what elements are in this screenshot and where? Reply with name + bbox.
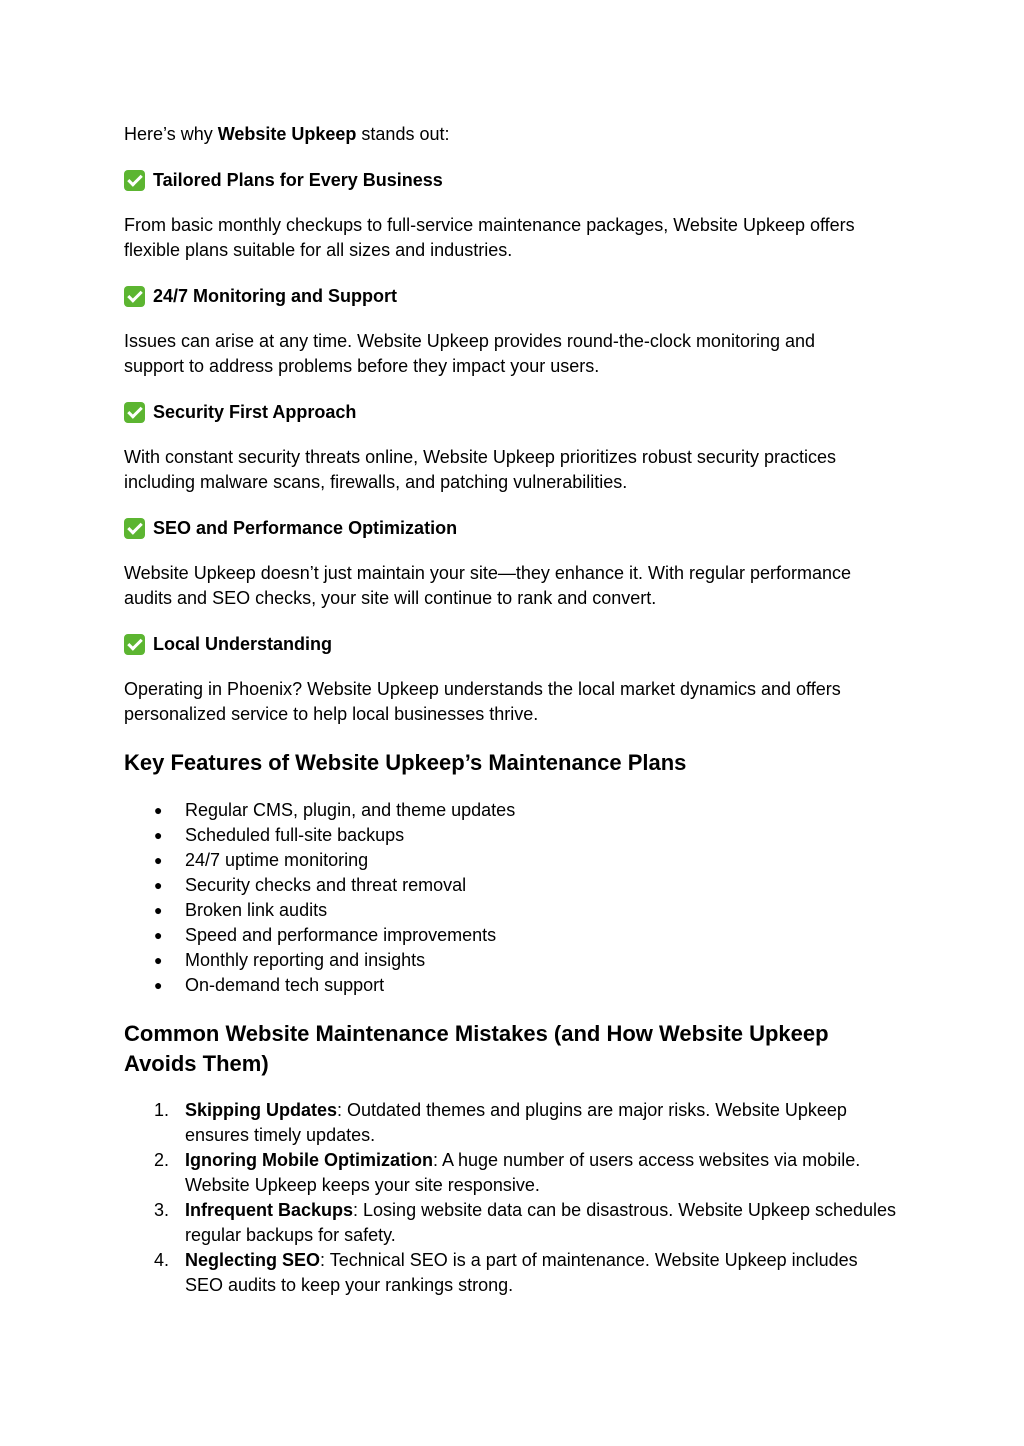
check-mark-icon [124,286,145,307]
section-title: Security First Approach [153,402,357,422]
list-item: ● Security checks and threat removal [124,873,515,898]
intro-prefix: Here’s why [124,124,218,144]
list-item: ● Regular CMS, plugin, and theme updates [124,798,515,823]
section-title: Local Understanding [153,634,333,654]
section-text-line: flexible plans suitable for all sizes and industries. [124,240,513,260]
list-number: 1. [154,1100,170,1120]
section-heading-tailored-plans [124,168,443,193]
section-text-line: audits and SEO checks, your site will continue to rank and convert. [124,588,657,608]
section-heading-local [124,632,332,657]
check-mark-icon [124,518,145,539]
mistakes-heading-line: Avoids Them) [124,1051,269,1076]
list-item [124,1148,900,1198]
list-item: ● 24/7 uptime monitoring [124,848,515,873]
section-title: 24/7 Monitoring and Support [153,286,397,306]
section-text-line: including malware scans, firewalls, and patching vulnerabilities. [124,472,628,492]
list-item-text: : Outdated themes and plugins are major risks. Website Upkeep ensures timely updates. [185,1100,847,1145]
intro-paragraph [124,122,449,147]
list-item: ● Scheduled full-site backups [124,823,515,848]
list-item-bold: Infrequent Backups [185,1200,354,1220]
section-text-line: personalized service to help local businesses thrive. [124,704,539,724]
list-item: ● On-demand tech support [124,973,515,998]
section-text-line: Operating in Phoenix? Website Upkeep understands the local market dynamics and offers [124,679,841,699]
list-item: ● Monthly reporting and insights [124,948,515,973]
section-text-line: Issues can arise at any time. Website Upkeep provides round-the-clock monitoring and [124,331,816,351]
section-heading-seo [124,516,457,541]
mistakes-list [124,1098,900,1298]
list-number: 3. [154,1200,170,1220]
intro-bold: Website Upkeep [217,124,357,144]
list-item-text: : Losing website data can be disastrous. Website Upkeep schedules regular backups for safety. [185,1200,897,1245]
list-item: ● Speed and performance improvements [124,923,515,948]
check-mark-icon [124,170,145,191]
intro-suffix: stands out: [356,124,450,144]
section-text-line: From basic monthly checkups to full-service maintenance packages, Website Upkeep offers [124,215,855,235]
section-title: Tailored Plans for Every Business [153,170,443,190]
section-text-line: Website Upkeep doesn’t just maintain your site—they enhance it. With regular performance [124,563,852,583]
list-item [124,1098,900,1148]
section-heading-security [124,400,356,425]
list-item-bold: Ignoring Mobile Optimization [185,1150,433,1170]
features-heading: Key Features of Website Upkeep’s Maintenance Plans [124,750,687,775]
list-number: 2. [154,1150,170,1170]
list-item-text: : A huge number of users access websites via mobile. Website Upkeep keeps your site responsive. [185,1150,861,1195]
section-text-line: support to address problems before they impact your users. [124,356,600,376]
section-text-line: With constant security threats online, Website Upkeep prioritizes robust security practices [124,447,836,467]
section-heading-monitoring [124,284,397,309]
list-item [124,1248,900,1298]
check-mark-icon [124,402,145,423]
section-title: SEO and Performance Optimization [153,518,458,538]
list-item-text: : Technical SEO is a part of maintenance. Website Upkeep includes SEO audits to keep your rankings strong. [185,1250,858,1295]
list-item [124,1198,900,1248]
check-mark-icon [124,634,145,655]
list-item-bold: Skipping Updates [185,1100,338,1120]
list-item-bold: Neglecting SEO [185,1250,321,1270]
features-list [124,798,515,998]
list-number: 4. [154,1250,170,1270]
list-item: ● Broken link audits [124,898,515,923]
mistakes-heading-line: Common Website Maintenance Mistakes (and How Website Upkeep [124,1021,829,1046]
